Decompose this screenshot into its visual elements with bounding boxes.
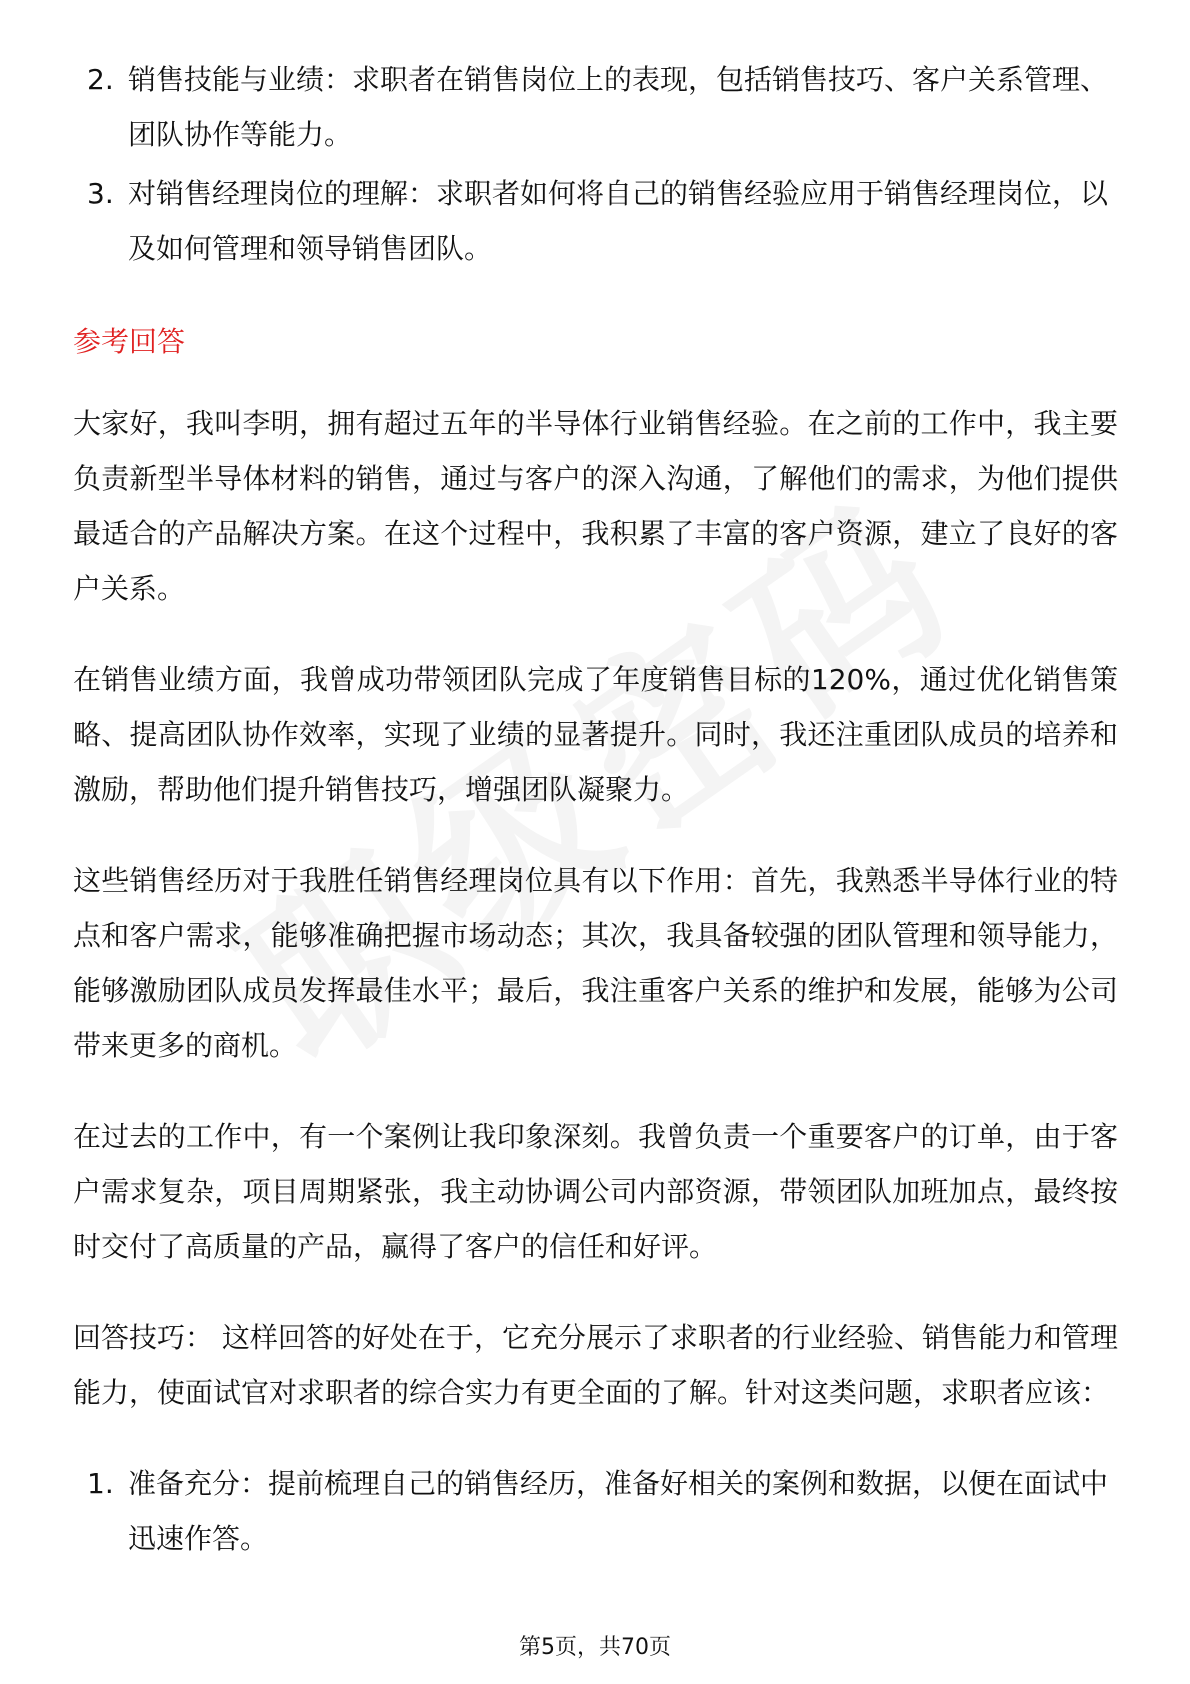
list-number: 1.	[87, 1467, 114, 1500]
list-item-text: 销售技能与业绩：求职者在销售岗位上的表现，包括销售技巧、客户关系管理、团队协作等能力。	[128, 63, 1109, 151]
paragraph: 这些销售经历对于我胜任销售经理岗位具有以下作用：首先，我熟悉半导体行业的特点和客户需求，能够准确把握市场动态；其次，我具备较强的团队管理和领导能力，能够激励团队成员发挥最佳水平；最后，我注重客户关系的维护和发展，能够为公司带来更多的商机。	[73, 864, 1118, 1062]
list-item-text: 准备充分：提前梳理自己的销售经历，准备好相关的案例和数据，以便在面试中迅速作答。	[128, 1467, 1109, 1555]
page-content	[73, 52, 1118, 1570]
paragraph: 回答技巧： 这样回答的好处在于，它充分展示了求职者的行业经验、销售能力和管理能力，使面试官对求职者的综合实力有更全面的了解。针对这类问题，求职者应该：	[73, 1321, 1118, 1409]
paragraph: 在过去的工作中，有一个案例让我印象深刻。我曾负责一个重要客户的订单，由于客户需求复杂，项目周期紧张，我主动协调公司内部资源，带领团队加班加点，最终按时交付了高质量的产品，赢得了客户的信任和好评。	[73, 1120, 1118, 1263]
criteria-list	[73, 52, 1118, 276]
paragraph: 在销售业绩方面，我曾成功带领团队完成了年度销售目标的120%，通过优化销售策略、提高团队协作效率，实现了业绩的显著提升。同时，我还注重团队成员的培养和激励，帮助他们提升销售技巧，增强团队凝聚力。	[73, 663, 1118, 806]
list-number: 2.	[87, 63, 114, 96]
list-number: 3.	[87, 177, 114, 210]
list-item-text: 对销售经理岗位的理解：求职者如何将自己的销售经验应用于销售经理岗位，以及如何管理和领导销售团队。	[128, 177, 1109, 265]
tips-list	[73, 1456, 1118, 1566]
paragraph: 大家好，我叫李明，拥有超过五年的半导体行业销售经验。在之前的工作中，我主要负责新型半导体材料的销售，通过与客户的深入沟通，了解他们的需求，为他们提供最适合的产品解决方案。在这个过程中，我积累了丰富的客户资源，建立了良好的客户关系。	[73, 407, 1118, 605]
list-item	[73, 1456, 1118, 1566]
page-footer: 第5页，共70页	[519, 1635, 671, 1660]
list-item	[73, 166, 1118, 276]
list-item	[73, 52, 1118, 162]
section-heading: 参考回答	[73, 325, 186, 358]
